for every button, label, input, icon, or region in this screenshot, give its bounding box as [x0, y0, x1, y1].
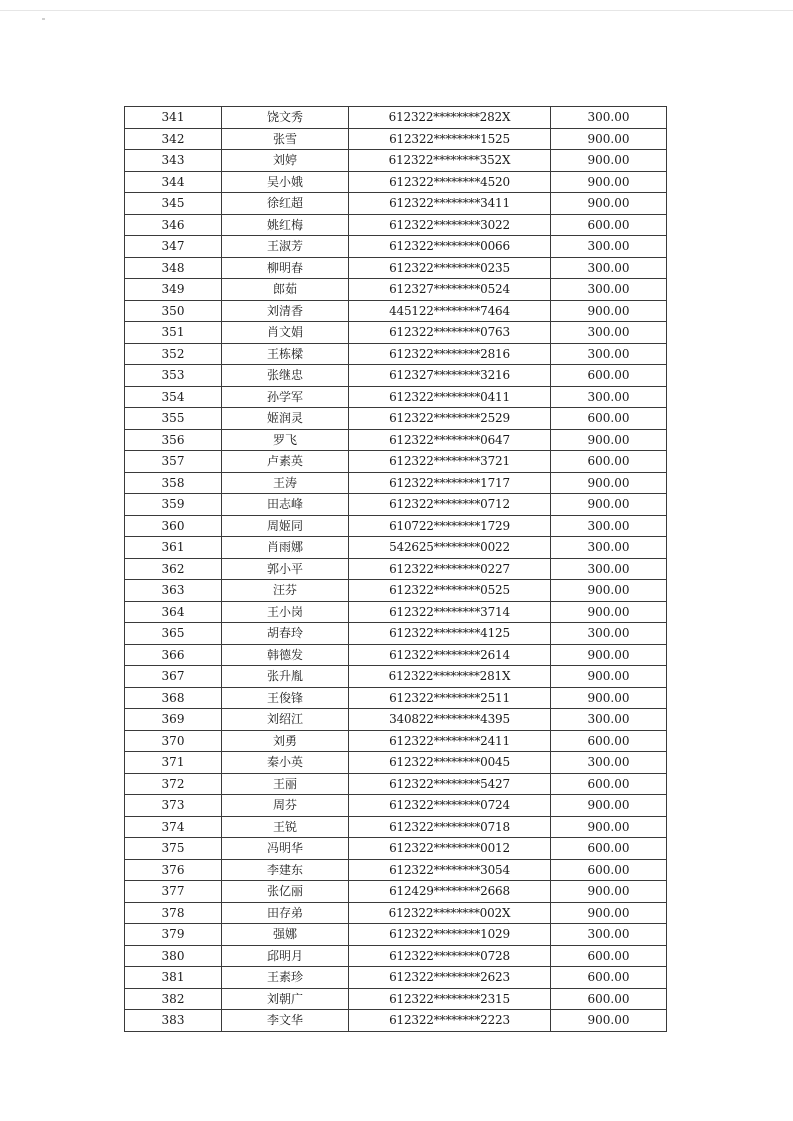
table-row — [125, 171, 667, 193]
row-number-cell: 349 — [125, 279, 222, 301]
amount-cell: 300.00 — [551, 537, 667, 559]
amount-cell: 600.00 — [551, 988, 667, 1010]
table-row — [125, 494, 667, 516]
row-number-cell: 378 — [125, 902, 222, 924]
id-number-cell: 612322********2223 — [349, 1010, 551, 1032]
id-number-cell: 612327********0524 — [349, 279, 551, 301]
id-number-cell: 612322********2614 — [349, 644, 551, 666]
table-row — [125, 386, 667, 408]
row-number-cell: 360 — [125, 515, 222, 537]
row-number-cell: 364 — [125, 601, 222, 623]
name-cell: 田志峰 — [222, 494, 349, 516]
table-row — [125, 214, 667, 236]
amount-cell: 900.00 — [551, 429, 667, 451]
row-number-cell: 365 — [125, 623, 222, 645]
name-cell: 王丽 — [222, 773, 349, 795]
amount-cell: 900.00 — [551, 687, 667, 709]
id-number-cell: 612322********3054 — [349, 859, 551, 881]
name-cell: 刘朝广 — [222, 988, 349, 1010]
row-number-cell: 358 — [125, 472, 222, 494]
table-row — [125, 924, 667, 946]
row-number-cell: 361 — [125, 537, 222, 559]
name-cell: 姚红梅 — [222, 214, 349, 236]
name-cell: 王锐 — [222, 816, 349, 838]
amount-cell: 300.00 — [551, 322, 667, 344]
id-number-cell: 610722********1729 — [349, 515, 551, 537]
table-row — [125, 623, 667, 645]
amount-cell: 600.00 — [551, 838, 667, 860]
name-cell: 王俊锋 — [222, 687, 349, 709]
table-row — [125, 601, 667, 623]
name-cell: 张继忠 — [222, 365, 349, 387]
row-number-cell: 348 — [125, 257, 222, 279]
id-number-cell: 612322********0728 — [349, 945, 551, 967]
id-number-cell: 612322********0235 — [349, 257, 551, 279]
id-number-cell: 612322********2623 — [349, 967, 551, 989]
name-cell: 肖文娟 — [222, 322, 349, 344]
id-number-cell: 612322********3714 — [349, 601, 551, 623]
amount-cell: 600.00 — [551, 945, 667, 967]
amount-cell: 600.00 — [551, 859, 667, 881]
name-cell: 徐红超 — [222, 193, 349, 215]
table-row — [125, 322, 667, 344]
amount-cell: 900.00 — [551, 580, 667, 602]
amount-cell: 300.00 — [551, 515, 667, 537]
id-number-cell: 612322********0647 — [349, 429, 551, 451]
id-number-cell: 612322********2529 — [349, 408, 551, 430]
table-row — [125, 128, 667, 150]
row-number-cell: 345 — [125, 193, 222, 215]
table-row — [125, 365, 667, 387]
table-row — [125, 107, 667, 129]
amount-cell: 900.00 — [551, 666, 667, 688]
table-row — [125, 1010, 667, 1032]
amount-cell: 600.00 — [551, 408, 667, 430]
row-number-cell: 351 — [125, 322, 222, 344]
amount-cell: 600.00 — [551, 451, 667, 473]
table-row — [125, 752, 667, 774]
name-cell: 刘勇 — [222, 730, 349, 752]
row-number-cell: 366 — [125, 644, 222, 666]
row-number-cell: 382 — [125, 988, 222, 1010]
name-cell: 王素珍 — [222, 967, 349, 989]
id-number-cell: 445122********7464 — [349, 300, 551, 322]
row-number-cell: 368 — [125, 687, 222, 709]
table-row — [125, 709, 667, 731]
amount-cell: 300.00 — [551, 343, 667, 365]
name-cell: 周芬 — [222, 795, 349, 817]
id-number-cell: 612327********3216 — [349, 365, 551, 387]
id-number-cell: 612322********2816 — [349, 343, 551, 365]
name-cell: 汪芬 — [222, 580, 349, 602]
id-number-cell: 612322********282X — [349, 107, 551, 129]
table-row — [125, 816, 667, 838]
row-number-cell: 363 — [125, 580, 222, 602]
row-number-cell: 353 — [125, 365, 222, 387]
amount-cell: 600.00 — [551, 214, 667, 236]
amount-cell: 300.00 — [551, 107, 667, 129]
table-row — [125, 408, 667, 430]
amount-cell: 900.00 — [551, 150, 667, 172]
id-number-cell: 612322********2315 — [349, 988, 551, 1010]
amount-cell: 900.00 — [551, 644, 667, 666]
row-number-cell: 367 — [125, 666, 222, 688]
table-row — [125, 988, 667, 1010]
table-row — [125, 150, 667, 172]
name-cell: 邱明月 — [222, 945, 349, 967]
row-number-cell: 371 — [125, 752, 222, 774]
id-number-cell: 612322********1717 — [349, 472, 551, 494]
table-row — [125, 537, 667, 559]
id-number-cell: 612322********0763 — [349, 322, 551, 344]
name-cell: 刘绍江 — [222, 709, 349, 731]
name-cell: 卢素英 — [222, 451, 349, 473]
name-cell: 王栋樑 — [222, 343, 349, 365]
name-cell: 王小岗 — [222, 601, 349, 623]
row-number-cell: 375 — [125, 838, 222, 860]
amount-cell: 900.00 — [551, 193, 667, 215]
id-number-cell: 612322********1525 — [349, 128, 551, 150]
name-cell: 韩德发 — [222, 644, 349, 666]
table-row — [125, 515, 667, 537]
table-row — [125, 773, 667, 795]
row-number-cell: 376 — [125, 859, 222, 881]
id-number-cell: 542625********0022 — [349, 537, 551, 559]
table-row — [125, 472, 667, 494]
name-cell: 李建东 — [222, 859, 349, 881]
amount-cell: 900.00 — [551, 494, 667, 516]
amount-cell: 600.00 — [551, 773, 667, 795]
amount-cell: 900.00 — [551, 816, 667, 838]
amount-cell: 900.00 — [551, 795, 667, 817]
row-number-cell: 357 — [125, 451, 222, 473]
name-cell: 张雪 — [222, 128, 349, 150]
table-row — [125, 859, 667, 881]
amount-cell: 900.00 — [551, 472, 667, 494]
row-number-cell: 362 — [125, 558, 222, 580]
row-number-cell: 381 — [125, 967, 222, 989]
amount-cell: 900.00 — [551, 171, 667, 193]
amount-cell: 600.00 — [551, 730, 667, 752]
name-cell: 肖雨娜 — [222, 537, 349, 559]
row-number-cell: 383 — [125, 1010, 222, 1032]
name-cell: 张亿丽 — [222, 881, 349, 903]
name-cell: 王涛 — [222, 472, 349, 494]
id-number-cell: 612322********002X — [349, 902, 551, 924]
table-row — [125, 945, 667, 967]
row-number-cell: 341 — [125, 107, 222, 129]
name-cell: 胡春玲 — [222, 623, 349, 645]
amount-cell: 300.00 — [551, 386, 667, 408]
table-row — [125, 300, 667, 322]
table-row — [125, 580, 667, 602]
table-row — [125, 881, 667, 903]
amount-cell: 600.00 — [551, 967, 667, 989]
row-number-cell: 350 — [125, 300, 222, 322]
row-number-cell: 343 — [125, 150, 222, 172]
row-number-cell: 373 — [125, 795, 222, 817]
table-row — [125, 429, 667, 451]
table-row — [125, 343, 667, 365]
row-number-cell: 374 — [125, 816, 222, 838]
table-row — [125, 644, 667, 666]
id-number-cell: 612322********0712 — [349, 494, 551, 516]
id-number-cell: 612322********3411 — [349, 193, 551, 215]
amount-cell: 300.00 — [551, 558, 667, 580]
name-cell: 郭小平 — [222, 558, 349, 580]
row-number-cell: 379 — [125, 924, 222, 946]
table-row — [125, 451, 667, 473]
name-cell: 强娜 — [222, 924, 349, 946]
name-cell: 姬润灵 — [222, 408, 349, 430]
row-number-cell: 347 — [125, 236, 222, 258]
amount-cell: 900.00 — [551, 902, 667, 924]
id-number-cell: 612322********3022 — [349, 214, 551, 236]
amount-cell: 900.00 — [551, 601, 667, 623]
id-number-cell: 612322********0066 — [349, 236, 551, 258]
name-cell: 饶文秀 — [222, 107, 349, 129]
table-row — [125, 193, 667, 215]
id-number-cell: 612322********0227 — [349, 558, 551, 580]
table-row — [125, 902, 667, 924]
id-number-cell: 612322********0525 — [349, 580, 551, 602]
id-number-cell: 612322********5427 — [349, 773, 551, 795]
name-cell: 郎茹 — [222, 279, 349, 301]
amount-cell: 300.00 — [551, 279, 667, 301]
table-row — [125, 838, 667, 860]
amount-cell: 300.00 — [551, 924, 667, 946]
id-number-cell: 612322********0718 — [349, 816, 551, 838]
table-row — [125, 687, 667, 709]
scan-speck — [42, 18, 45, 20]
amount-cell: 600.00 — [551, 365, 667, 387]
amount-cell: 300.00 — [551, 257, 667, 279]
row-number-cell: 372 — [125, 773, 222, 795]
amount-cell: 900.00 — [551, 300, 667, 322]
amount-cell: 300.00 — [551, 709, 667, 731]
amount-cell: 900.00 — [551, 1010, 667, 1032]
table-row — [125, 236, 667, 258]
id-number-cell: 612429********2668 — [349, 881, 551, 903]
name-cell: 秦小英 — [222, 752, 349, 774]
id-number-cell: 612322********0724 — [349, 795, 551, 817]
row-number-cell: 352 — [125, 343, 222, 365]
id-number-cell: 612322********2511 — [349, 687, 551, 709]
table-row — [125, 666, 667, 688]
name-cell: 刘婷 — [222, 150, 349, 172]
id-number-cell: 612322********352X — [349, 150, 551, 172]
id-number-cell: 612322********0012 — [349, 838, 551, 860]
subsidy-roster-table — [124, 106, 667, 1032]
name-cell: 吴小娥 — [222, 171, 349, 193]
name-cell: 田存弟 — [222, 902, 349, 924]
row-number-cell: 346 — [125, 214, 222, 236]
amount-cell: 300.00 — [551, 623, 667, 645]
row-number-cell: 370 — [125, 730, 222, 752]
scan-top-edge — [0, 10, 793, 11]
row-number-cell: 359 — [125, 494, 222, 516]
roster-table-body — [125, 107, 667, 1032]
name-cell: 罗飞 — [222, 429, 349, 451]
table-row — [125, 795, 667, 817]
name-cell: 刘清香 — [222, 300, 349, 322]
id-number-cell: 612322********1029 — [349, 924, 551, 946]
table-row — [125, 279, 667, 301]
name-cell: 李文华 — [222, 1010, 349, 1032]
table-row — [125, 730, 667, 752]
name-cell: 冯明华 — [222, 838, 349, 860]
id-number-cell: 340822********4395 — [349, 709, 551, 731]
amount-cell: 900.00 — [551, 881, 667, 903]
table-row — [125, 558, 667, 580]
id-number-cell: 612322********281X — [349, 666, 551, 688]
row-number-cell: 356 — [125, 429, 222, 451]
row-number-cell: 344 — [125, 171, 222, 193]
id-number-cell: 612322********3721 — [349, 451, 551, 473]
id-number-cell: 612322********2411 — [349, 730, 551, 752]
row-number-cell: 354 — [125, 386, 222, 408]
id-number-cell: 612322********0411 — [349, 386, 551, 408]
row-number-cell: 342 — [125, 128, 222, 150]
amount-cell: 300.00 — [551, 752, 667, 774]
name-cell: 孙学军 — [222, 386, 349, 408]
name-cell: 张升胤 — [222, 666, 349, 688]
id-number-cell: 612322********4125 — [349, 623, 551, 645]
table-row — [125, 967, 667, 989]
name-cell: 王淑芳 — [222, 236, 349, 258]
row-number-cell: 369 — [125, 709, 222, 731]
name-cell: 周姬同 — [222, 515, 349, 537]
amount-cell: 900.00 — [551, 128, 667, 150]
row-number-cell: 355 — [125, 408, 222, 430]
id-number-cell: 612322********0045 — [349, 752, 551, 774]
row-number-cell: 380 — [125, 945, 222, 967]
id-number-cell: 612322********4520 — [349, 171, 551, 193]
name-cell: 柳明春 — [222, 257, 349, 279]
row-number-cell: 377 — [125, 881, 222, 903]
amount-cell: 300.00 — [551, 236, 667, 258]
table-row — [125, 257, 667, 279]
